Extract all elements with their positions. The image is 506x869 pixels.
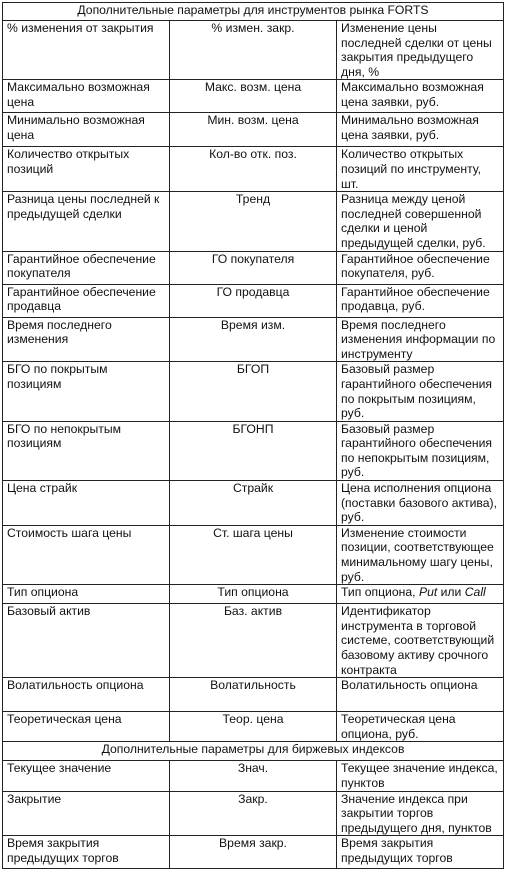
table-row [3,836,504,869]
param-short: Кол-во отк. поз. [170,147,337,192]
param-desc: Идентификатор инструмента в торговой системе, соответствующий базовому активу срочного контракта [337,604,504,678]
param-short: ГО покупателя [170,251,337,284]
param-short: Страйк [170,481,337,526]
param-name: Максимально возможная цена [3,80,170,113]
param-name: Гарантийное обеспечение продавца [3,284,170,317]
param-desc: Гарантийное обеспечение продавца, руб. [337,284,504,317]
param-desc: Значение индекса при закрытии торгов предыдущего дня, пунктов [337,791,504,836]
table-row [3,525,504,584]
param-short: БГОП [170,362,337,421]
param-desc [337,585,504,604]
table-row [3,712,504,742]
param-short: Теор. цена [170,712,337,742]
param-short: Баз. актив [170,604,337,678]
param-desc: Теоретическая цена опциона, руб. [337,712,504,742]
param-short: Знач. [170,761,337,791]
table-row [3,791,504,836]
table-row [3,761,504,791]
table-row [3,284,504,317]
table-row [3,113,504,147]
table-row [3,678,504,712]
param-desc: Максимально возможная цена заявки, руб. [337,80,504,113]
param-short: Закр. [170,791,337,836]
table-row [3,421,504,480]
param-desc: Минимально возможная цена заявки, руб. [337,113,504,147]
param-desc: Цена исполнения опциона (поставки базового актива), руб. [337,481,504,526]
param-name: Тип опциона [3,585,170,604]
param-short: Волатильность [170,678,337,712]
table-row [3,481,504,526]
param-short: Тип опциона [170,585,337,604]
param-short: Макс. возм. цена [170,80,337,113]
param-short: Время изм. [170,317,337,362]
param-desc: Изменение цены последней сделки от цены закрытия предыдущего дня, % [337,21,504,80]
section-header-row [3,742,504,761]
table-row [3,362,504,421]
param-name: Стоимость шага цены [3,525,170,584]
param-name: Закрытие [3,791,170,836]
param-short: Тренд [170,192,337,251]
option-call-term: Call [464,585,486,600]
param-desc: Время последнего изменения информации по инструменту [337,317,504,362]
section-title-indices: Дополнительные параметры для биржевых индексов [3,742,504,761]
param-name: Время закрытия предыдущих торгов [3,836,170,869]
param-name: Текущее значение [3,761,170,791]
table-row [3,21,504,80]
param-desc: Разница между ценой последней совершенной сделки и ценой предыдущей сделки, руб. [337,192,504,251]
param-name: Волатильность опциона [3,678,170,712]
param-name: Гарантийное обеспечение покупателя [3,251,170,284]
param-name: Время последнего изменения [3,317,170,362]
param-desc: Гарантийное обеспечение покупателя, руб. [337,251,504,284]
parameters-table [2,2,504,869]
param-desc: Базовый размер гарантийного обеспечения по непокрытым позициям, руб. [337,421,504,480]
param-desc: Время закрытия предыдущих торгов [337,836,504,869]
table-row [3,251,504,284]
section-header-row [3,3,504,21]
table-row [3,80,504,113]
param-desc: Количество открытых позиций по инструменту, шт. [337,147,504,192]
param-short: Ст. шага цены [170,525,337,584]
table-row [3,192,504,251]
param-name: Минимально возможная цена [3,113,170,147]
param-desc: Текущее значение индекса, пунктов [337,761,504,791]
param-name: Теоретическая цена [3,712,170,742]
table-row [3,317,504,362]
param-short: % измен. закр. [170,21,337,80]
param-short: БГОНП [170,421,337,480]
table-row [3,585,504,604]
option-or-text: или [437,585,465,600]
table-row [3,604,504,678]
param-name: % изменения от закрытия [3,21,170,80]
section-title-forts: Дополнительные параметры для инструментов рынка FORTS [3,3,504,21]
param-short: ГО продавца [170,284,337,317]
param-name: Базовый актив [3,604,170,678]
param-name: БГО по непокрытым позициям [3,421,170,480]
param-desc: Волатильность опциона [337,678,504,712]
param-short: Время закр. [170,836,337,869]
option-put-term: Put [418,585,438,600]
param-name: Цена страйк [3,481,170,526]
param-desc: Изменение стоимости позиции, соответствующее минимальному шагу цены, руб. [337,525,504,584]
param-short: Мин. возм. цена [170,113,337,147]
param-name: Разница цены последней к предыдущей сделки [3,192,170,251]
option-type-prefix: Тип опциона, [341,585,419,600]
param-name: БГО по покрытым позициям [3,362,170,421]
param-name: Количество открытых позиций [3,147,170,192]
table-row [3,147,504,192]
param-desc: Базовый размер гарантийного обеспечения по покрытым позициям, руб. [337,362,504,421]
